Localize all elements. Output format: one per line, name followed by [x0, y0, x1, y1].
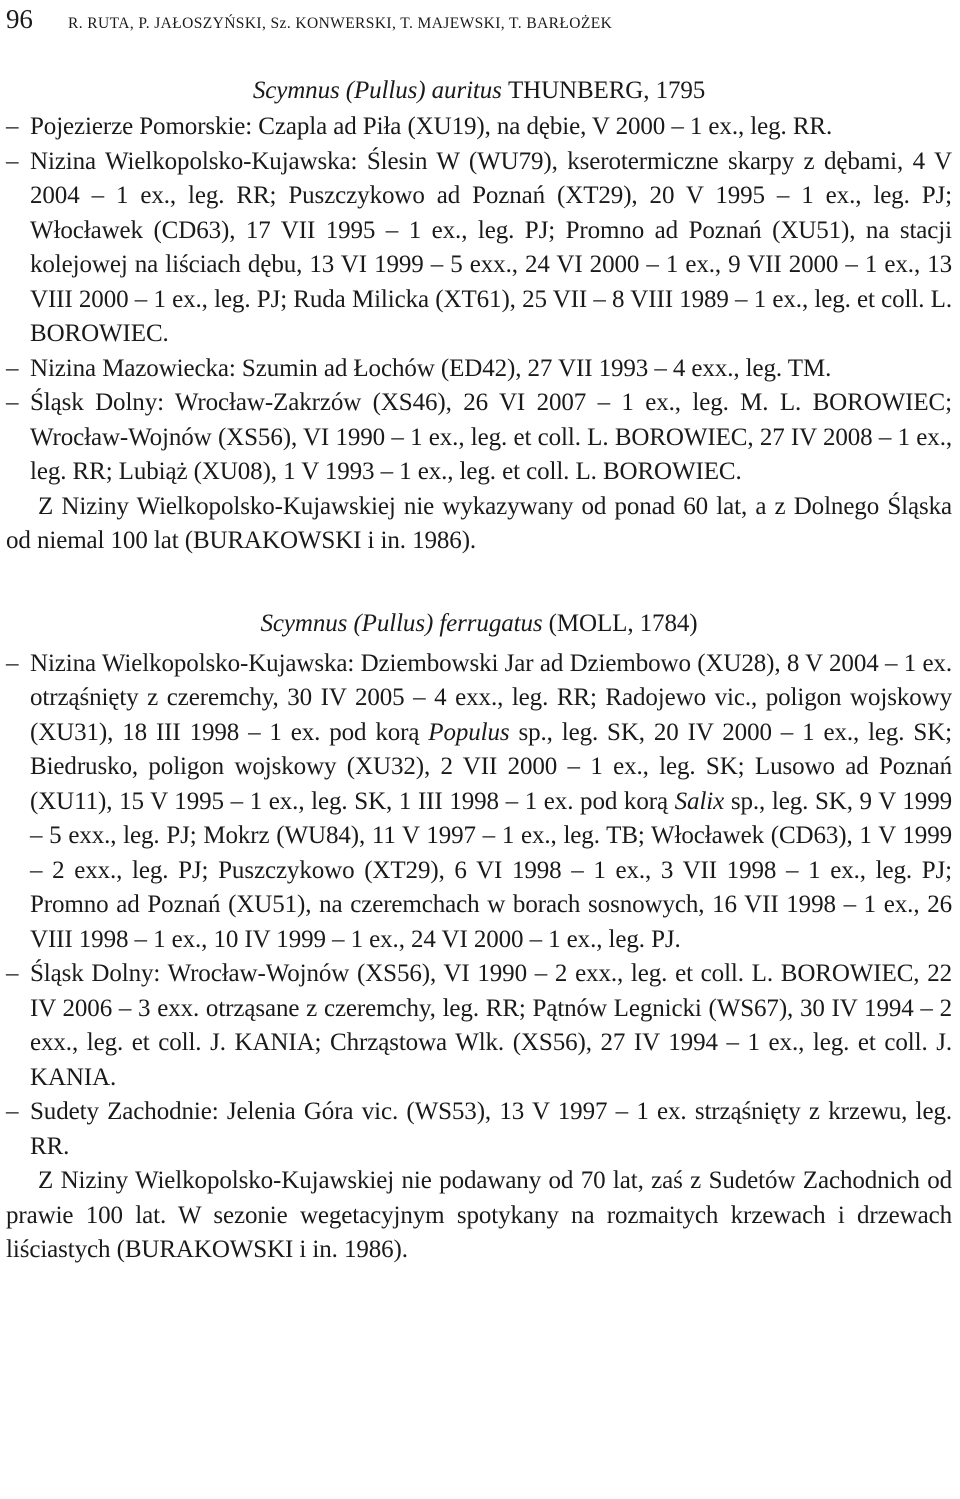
- running-header: [6, 0, 952, 52]
- record-text: [30, 145, 952, 352]
- species-name: Scymnus (Pullus) ferrugatus: [260, 609, 543, 637]
- record-text-part: Nizina Wielkopolsko-Kujawska: Dziembowski Jar ad Dziembowo (XU28), 8 V 2004 – 1 ex. otrząśnięty z czeremchy, 30 IV 2005 – 4 exx., leg. RR; Radojewo vic., poligon wojskowy (XU31), 18 III 1998 – 1 ex. pod korą: [30, 649, 952, 746]
- record-text-part: .: [162, 320, 169, 347]
- record-text-part: sp., leg. SK, 9 V 1999 – 5 exx., leg. PJ; Mokrz (WU84), 11 V 1997 – 1 ex., leg. TB; Włocławek (CD63), 1 V 1999 – 2 exx., leg. PJ; Puszczykowo (XT29), 6 VI 1998 – 1 ex., 3 VII 1998 – 1 ex., leg. PJ; Promno ad Poznań (XU51), na czeremchach w borach sosnowych, 16 VII 1998 – 1 ex., 26 VIII 1998 – 1 ex., 10 IV 1999 – 1 ex., 24 VI 2000 – 1 ex., leg. PJ.: [30, 787, 952, 953]
- taxon-name: Populus: [428, 718, 510, 746]
- species-year: , 1784): [627, 609, 698, 637]
- species-author: THUNBERG: [507, 77, 644, 104]
- collector-name: BOROWIEC: [30, 320, 163, 347]
- collector-name: BOROWIEC: [780, 960, 914, 987]
- record-entry: [6, 352, 952, 387]
- record-text-part: , 27 IV 2008 – 1 ex., leg. RR; Lubiąż (XU08), 1 V 1993 – 1 ex., leg. et coll. L.: [30, 423, 952, 485]
- reference-author: BURAKOWSKI: [192, 527, 362, 554]
- page-number: 96: [6, 4, 33, 34]
- species-year: , 1795: [643, 77, 706, 104]
- record-entry: [6, 647, 952, 958]
- record-dash: –: [6, 113, 19, 140]
- remark-text: i in. 1986).: [361, 527, 477, 554]
- collector-name: BOROWIEC: [614, 423, 748, 451]
- record-dash: –: [6, 354, 19, 382]
- record-text-part: sp., leg. SK, 20 IV 2000 – 1 ex., leg. SK; Biedrusko, poligon wojskowy (XU32), 2 VII 2000 – 1 ex., leg. SK; Lusowo ad Poznań (XU11), 15 V 1995 – 1 ex., leg. SK, 1 III 1998 – 1 ex. pod korą: [30, 718, 952, 815]
- species-paren: (: [542, 609, 557, 637]
- collector-name: BOROWIEC: [602, 458, 736, 485]
- species-heading: [6, 607, 952, 647]
- record-entry: [6, 145, 952, 352]
- record-text: [30, 386, 952, 490]
- record-dash: –: [6, 147, 19, 175]
- record-dash: –: [6, 389, 19, 416]
- remark-text: Z Niziny Wielkopolsko-Kujawskiej nie wykazywany od ponad 60 lat, a z Dolnego Śląska od niemal 100 lat (: [6, 492, 952, 554]
- record-text-part: .: [735, 458, 742, 485]
- taxon-name: Salix: [674, 787, 725, 815]
- record-entry: [6, 386, 952, 490]
- record-text: [30, 957, 952, 1095]
- record-text-part: ; Wrocław-Wojnów (XS56), VI 1990 – 1 ex., leg. et coll. L.: [30, 389, 952, 451]
- record-text-part: Śląsk Dolny: Wrocław-Zakrzów (XS46), 26 VI 2007 – 1 ex., leg. M. L.: [30, 389, 813, 416]
- record-entry: [6, 1095, 952, 1164]
- record-dash: –: [6, 960, 19, 987]
- remark-text: i in. 1986).: [293, 1236, 408, 1263]
- species-heading: [6, 74, 952, 110]
- collector-name: KANIA: [234, 1029, 315, 1056]
- record-dash: –: [6, 649, 19, 677]
- record-text: Pojezierze Pomorskie: Czapla ad Piła (XU19), na dębie, V 2000 – 1 ex., leg. RR.: [30, 113, 833, 140]
- record-text-part: .: [110, 1063, 117, 1091]
- record-text-part: Nizina Wielkopolsko-Kujawska: Ślesin W (WU79), kserotermiczne skarpy z dębami, 4 V 2004 – 1 ex., leg. RR; Puszczykowo ad Poznań (XT29), 20 V 1995 – 1 ex., leg. PJ; Włocławek (CD63), 17 VII 1995 – 1 ex., leg. PJ; Promno ad Poznań (XU51), na stacji kolejowej na liściach dębu, 13 VI 1999 – 5 exx., 24 VI 2000 – 1 ex., 9 VII 2000 – 1 ex., 13 VIII 2000 – 1 ex., leg. PJ; Ruda Milicka (XT61), 25 VII – 8 VIII 1989 – 1 ex., leg. et coll. L.: [30, 147, 952, 313]
- collector-name: BOROWIEC: [812, 389, 946, 416]
- record-text: Sudety Zachodnie: Jelenia Góra vic. (WS53), 13 V 1997 – 1 ex. strząśnięty z krzewu, leg. RR.: [30, 1098, 952, 1160]
- species-name: Scymnus (Pullus) auritus: [252, 77, 502, 104]
- record-text: [30, 647, 952, 958]
- species-author: MOLL: [556, 609, 628, 637]
- running-head-authors: R. RUTA, P. JAŁOSZYŃSKI, Sz. KONWERSKI, T. MAJEWSKI, T. BARŁOŻEK: [68, 15, 613, 32]
- record-text: Nizina Mazowiecka: Szumin ad Łochów (ED42), 27 VII 1993 – 4 exx., leg. TM.: [30, 354, 832, 382]
- record-entry: [6, 110, 952, 145]
- record-dash: –: [6, 1098, 19, 1125]
- remark-paragraph: [6, 1164, 952, 1268]
- record-text-part: , 22 IV 2006 – 3 exx. otrząsane z czeremchy, leg. RR; Pątnów Legnicki (WS67), 30 IV 1994 – 2 exx., leg. et coll. J.: [30, 960, 952, 1056]
- collector-name: KANIA: [30, 1063, 111, 1091]
- remark-text: Z Niziny Wielkopolsko-Kujawskiej nie podawany od 70 lat, zaś z Sudetów Zachodnich od prawie 100 lat. W sezonie wegetacyjnym spotykany na rozmaitych krzewach i drzewach liściastych (: [6, 1167, 952, 1263]
- record-text-part: ; Chrząstowa Wlk. (XS56), 27 IV 1994 – 1 ex., leg. et coll. J.: [314, 1029, 952, 1056]
- record-text-part: Śląsk Dolny: Wrocław-Wojnów (XS56), VI 1990 – 2 exx., leg. et coll. L.: [30, 960, 781, 987]
- remark-paragraph: [6, 490, 952, 559]
- reference-author: BURAKOWSKI: [124, 1236, 294, 1263]
- record-entry: [6, 957, 952, 1095]
